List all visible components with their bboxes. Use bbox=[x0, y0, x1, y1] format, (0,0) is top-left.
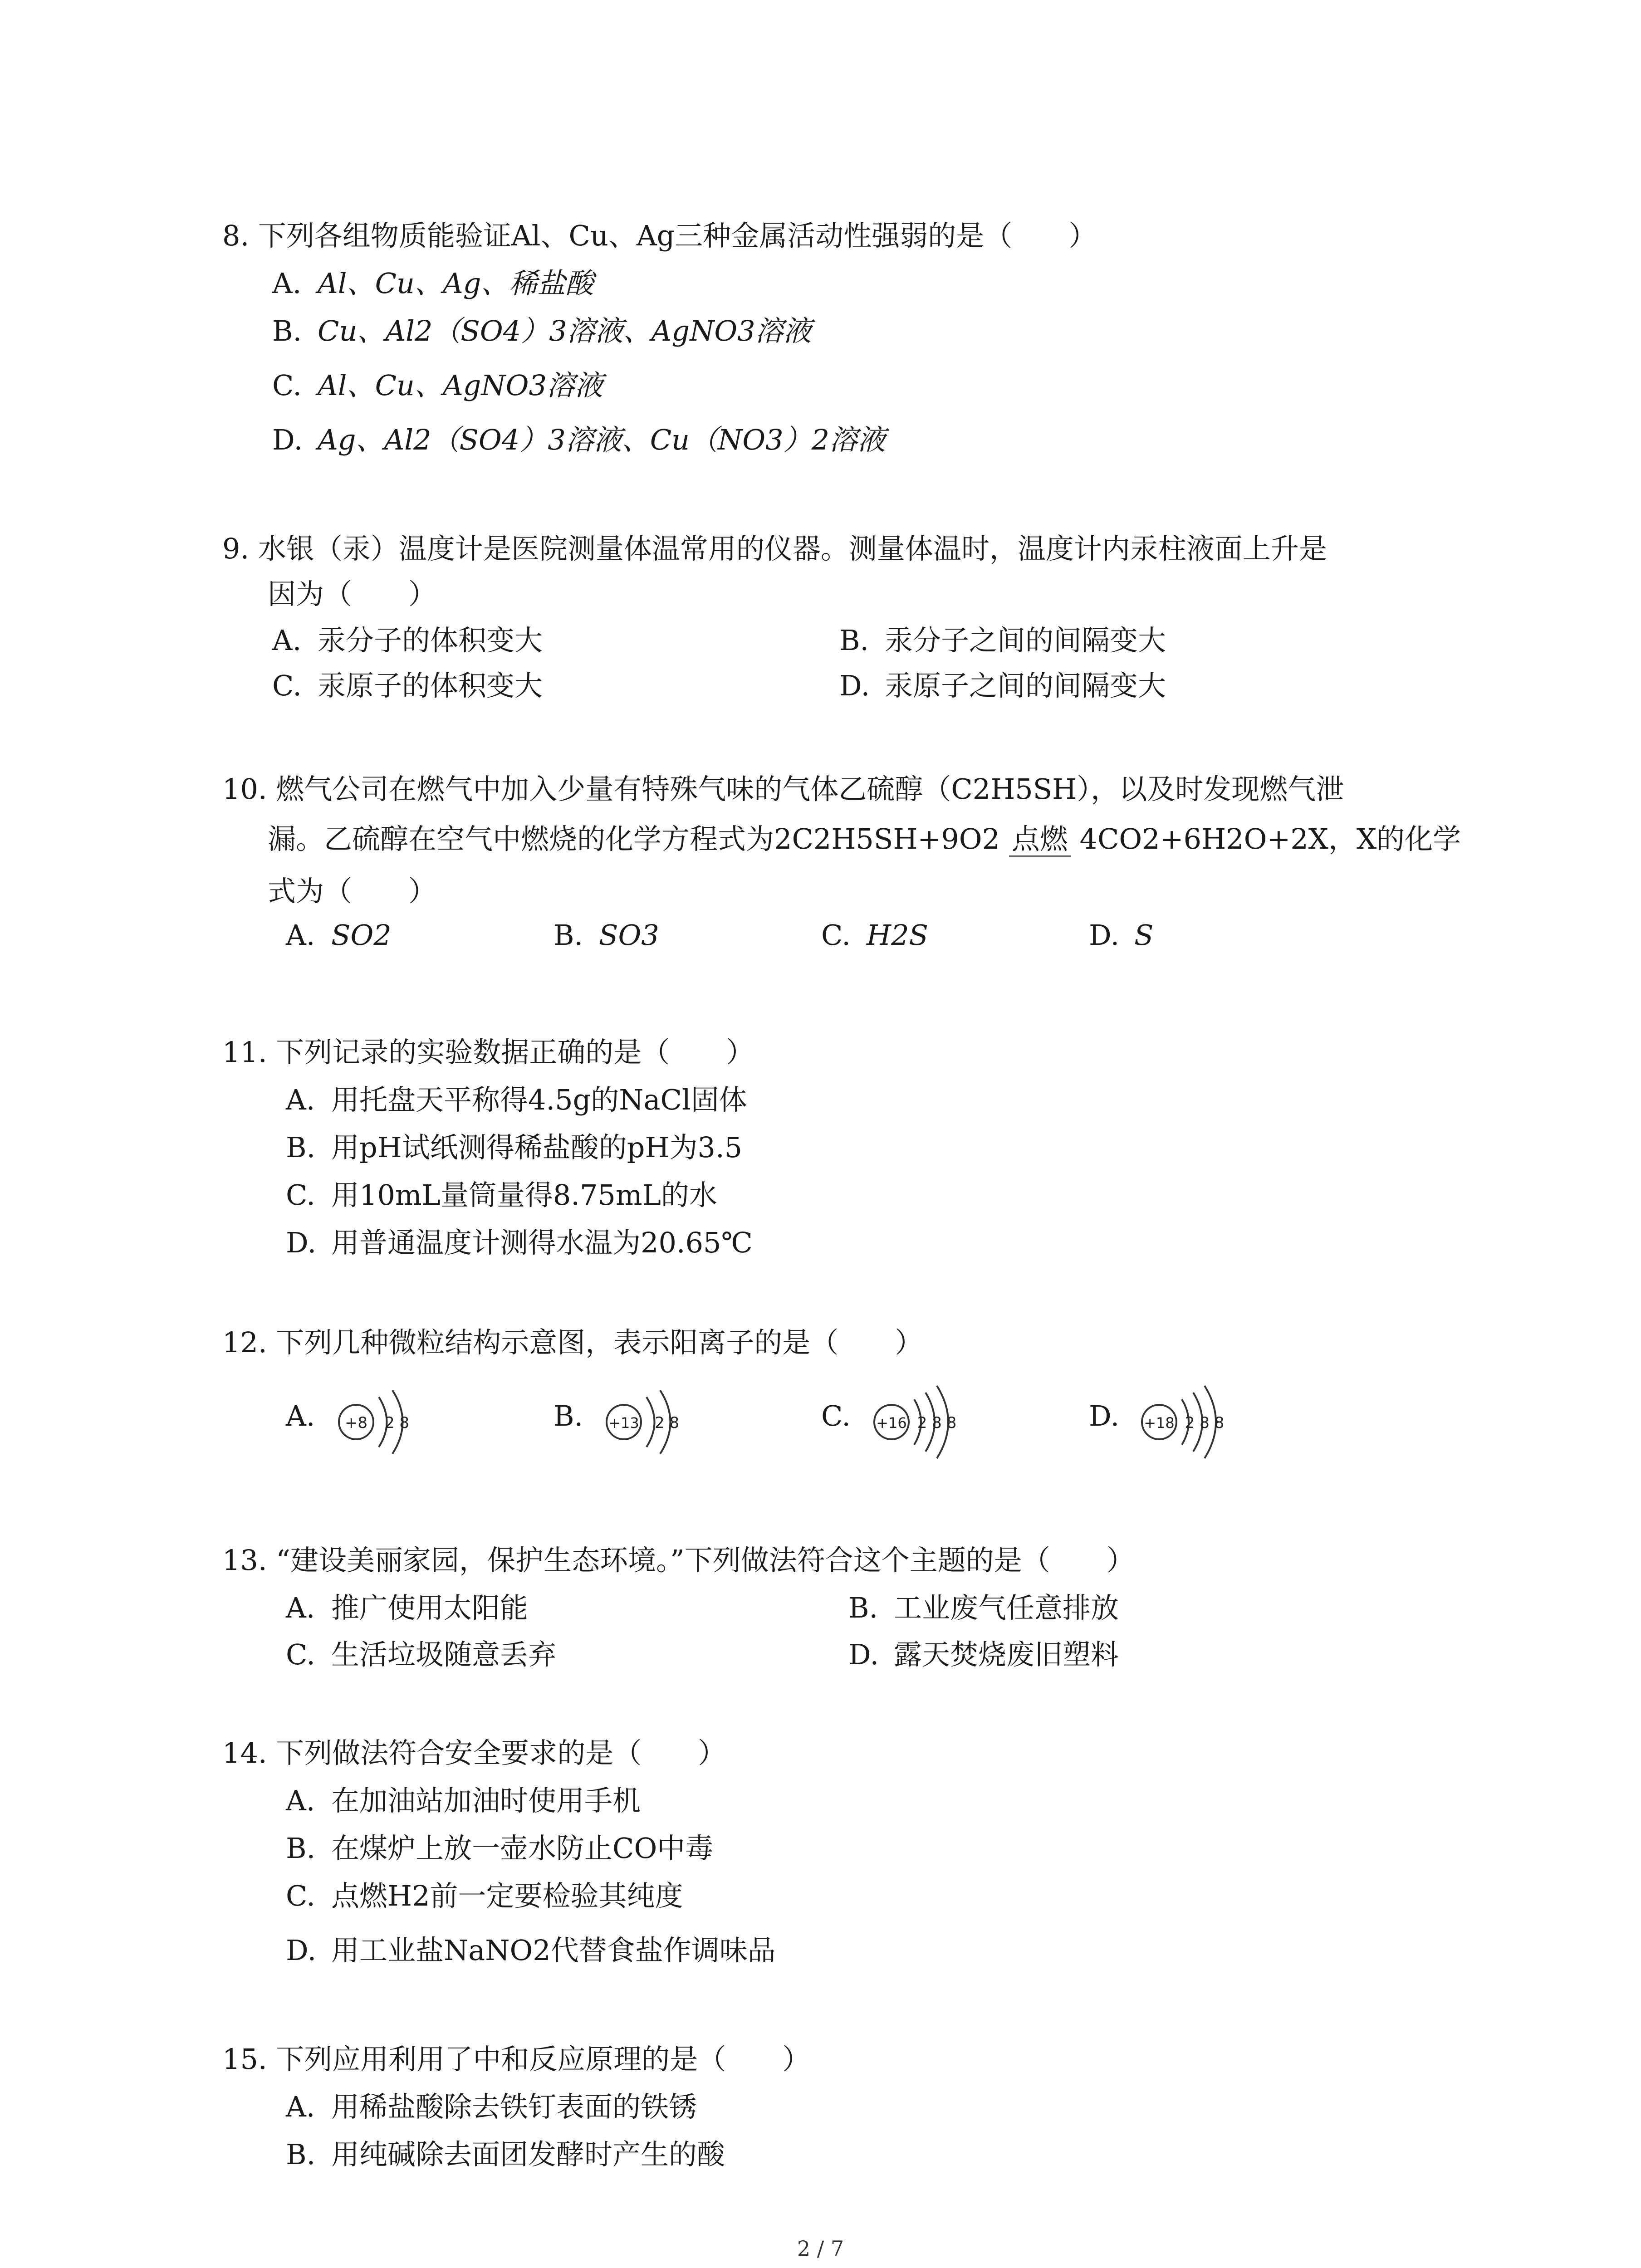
option-label: A. bbox=[286, 1784, 315, 1817]
option-text: 汞分子之间的间隔变大 bbox=[885, 624, 1166, 657]
q14-option-c bbox=[286, 1873, 683, 1914]
q10-option-c bbox=[821, 919, 928, 952]
equation-reactants: 漏。乙硫醇在空气中燃烧的化学方程式为2C2H5SH+9O2 bbox=[268, 822, 1000, 855]
equation-products: 4CO2+6H2O+2X，X的化学 bbox=[1079, 822, 1461, 855]
q12-option-b-label: B. bbox=[554, 1399, 583, 1432]
option-text: S bbox=[1134, 919, 1154, 952]
q15-option-a bbox=[286, 2084, 697, 2125]
q10-option-a bbox=[286, 919, 392, 952]
option-text: 工业废气任意排放 bbox=[894, 1591, 1119, 1624]
option-label: A. bbox=[286, 1083, 315, 1116]
q14-option-b bbox=[286, 1826, 713, 1866]
option-text: 用普通温度计测得水温为20.65℃ bbox=[331, 1226, 753, 1259]
q13-stem: 13. “建设美丽家园，保护生态环境。”下列做法符合这个主题的是（ ） bbox=[222, 1544, 1135, 1577]
option-text: Cu、Al2（SO4）3溶液、AgNO3溶液 bbox=[318, 314, 812, 347]
option-label: A. bbox=[286, 1591, 315, 1624]
q10-stem-line2 bbox=[222, 816, 1493, 862]
q11-option-b bbox=[286, 1125, 742, 1165]
q13-option-c bbox=[286, 1632, 556, 1672]
q14-option-a bbox=[286, 1778, 641, 1818]
svg-text:+8: +8 bbox=[344, 1414, 368, 1432]
q12-option-d-label: D. bbox=[1089, 1399, 1120, 1432]
option-label: D. bbox=[272, 423, 303, 456]
q12-atom-diagram-b bbox=[599, 1377, 703, 1469]
option-text: 汞原子的体积变大 bbox=[318, 669, 543, 702]
option-text: 用10mL量筒量得8.75mL的水 bbox=[331, 1178, 717, 1212]
q8-stem: 8. 下列各组物质能验证Al、Cu、Ag三种金属活动性强弱的是（ ） bbox=[222, 219, 1097, 252]
option-label: C. bbox=[272, 669, 302, 702]
option-label: A. bbox=[272, 624, 302, 657]
option-label: D. bbox=[1089, 919, 1120, 952]
option-text: 生活垃圾随意丢弃 bbox=[331, 1638, 557, 1671]
option-label: B. bbox=[848, 1591, 878, 1624]
svg-text:2 8: 2 8 bbox=[384, 1414, 410, 1432]
q11-option-a bbox=[286, 1077, 747, 1118]
option-label: C. bbox=[272, 369, 302, 402]
option-text: 用稀盐酸除去铁钉表面的铁锈 bbox=[331, 2090, 697, 2123]
q12-atom-diagram-c bbox=[867, 1372, 975, 1474]
q10-option-d bbox=[1089, 919, 1153, 952]
option-text: SO2 bbox=[331, 919, 392, 952]
q11-option-d bbox=[286, 1220, 753, 1261]
option-label: C. bbox=[821, 919, 851, 952]
svg-text:2 8: 2 8 bbox=[654, 1414, 680, 1432]
option-label: B. bbox=[272, 314, 302, 347]
option-text: 在加油站加油时使用手机 bbox=[331, 1784, 641, 1817]
option-label: C. bbox=[286, 1178, 315, 1212]
option-label: A. bbox=[286, 919, 315, 952]
option-text: 用纯碱除去面团发酵时产生的酸 bbox=[331, 2138, 725, 2171]
q9-option-c bbox=[272, 663, 543, 704]
option-label: A. bbox=[286, 2090, 315, 2123]
q13-option-b bbox=[848, 1585, 1119, 1626]
option-label: D. bbox=[839, 669, 870, 702]
q11-option-c bbox=[286, 1173, 717, 1213]
q14-stem: 14. 下列做法符合安全要求的是（ ） bbox=[222, 1736, 726, 1769]
q8-option-c bbox=[272, 363, 603, 403]
q10-stem-line1: 10. 燃气公司在燃气中加入少量有特殊气味的气体乙硫醇（C2H5SH），以及时发现燃气泄 bbox=[222, 772, 1344, 806]
option-text: 汞分子的体积变大 bbox=[318, 624, 543, 657]
q10-option-b bbox=[554, 919, 659, 952]
option-label: C. bbox=[286, 1638, 315, 1671]
option-text: 推广使用太阳能 bbox=[331, 1591, 529, 1624]
q9-stem-line1: 9. 水银（汞）温度计是医院测量体温常用的仪器。测量体温时，温度计内汞柱液面上升是 bbox=[222, 532, 1327, 565]
q8-option-a bbox=[272, 261, 593, 301]
option-text: Ag、Al2（SO4）3溶液、Cu（NO3）2溶液 bbox=[318, 423, 886, 456]
svg-text:+13: +13 bbox=[608, 1414, 639, 1432]
option-label: D. bbox=[848, 1638, 879, 1671]
q13-option-d bbox=[848, 1632, 1119, 1672]
q9-option-a bbox=[272, 618, 543, 658]
q15-stem: 15. 下列应用利用了中和反应原理的是（ ） bbox=[222, 2043, 811, 2076]
q13-option-a bbox=[286, 1585, 528, 1626]
q12-option-c-label: C. bbox=[821, 1399, 851, 1432]
option-text: 点燃H2前一定要检验其纯度 bbox=[331, 1879, 683, 1912]
option-label: C. bbox=[286, 1879, 315, 1912]
option-text: 用pH试纸测得稀盐酸的pH为3.5 bbox=[331, 1131, 743, 1164]
option-text: 在煤炉上放一壶水防止CO中毒 bbox=[331, 1832, 714, 1865]
q10-stem-line3: 式为（ ） bbox=[268, 875, 437, 908]
q9-option-d bbox=[839, 663, 1166, 704]
q14-option-d bbox=[286, 1928, 776, 1968]
option-text: SO3 bbox=[599, 919, 659, 952]
option-text: Al、Cu、AgNO3溶液 bbox=[318, 369, 603, 402]
option-text: 露天焚烧废旧塑料 bbox=[894, 1638, 1119, 1671]
option-label: B. bbox=[286, 1832, 316, 1865]
page-number: 2 / 7 bbox=[797, 2236, 844, 2261]
svg-text:2 8 8: 2 8 8 bbox=[917, 1414, 957, 1432]
option-label: D. bbox=[286, 1934, 317, 1967]
option-label: B. bbox=[286, 1131, 316, 1164]
q8-option-b bbox=[272, 308, 812, 349]
q9-option-b bbox=[839, 618, 1166, 658]
q9-stem-line2: 因为（ ） bbox=[268, 577, 437, 611]
svg-text:+18: +18 bbox=[1144, 1414, 1175, 1432]
option-label: B. bbox=[554, 919, 583, 952]
option-label: D. bbox=[286, 1226, 317, 1259]
q8-option-d bbox=[272, 417, 886, 458]
option-text: 用托盘天平称得4.5g的NaCl固体 bbox=[331, 1083, 747, 1116]
q15-option-b bbox=[286, 2132, 725, 2172]
option-text: 用工业盐NaNO2代替食盐作调味品 bbox=[331, 1934, 776, 1967]
q12-atom-diagram-a bbox=[331, 1377, 436, 1469]
option-label: A. bbox=[272, 267, 302, 300]
option-label: B. bbox=[839, 624, 869, 657]
option-text: 汞原子之间的间隔变大 bbox=[885, 669, 1166, 702]
q12-stem: 12. 下列几种微粒结构示意图，表示阳离子的是（ ） bbox=[222, 1326, 923, 1359]
q12-option-a-label: A. bbox=[286, 1399, 315, 1432]
option-text: H2S bbox=[867, 919, 928, 952]
option-label: B. bbox=[286, 2138, 316, 2171]
svg-text:+16: +16 bbox=[876, 1414, 907, 1432]
option-text: Al、Cu、Ag、稀盐酸 bbox=[318, 267, 594, 300]
svg-text:2 8 8: 2 8 8 bbox=[1185, 1414, 1225, 1432]
reaction-condition: 点燃 bbox=[1009, 816, 1071, 862]
q12-atom-diagram-d bbox=[1134, 1372, 1243, 1474]
q11-stem: 11. 下列记录的实验数据正确的是（ ） bbox=[222, 1036, 754, 1069]
